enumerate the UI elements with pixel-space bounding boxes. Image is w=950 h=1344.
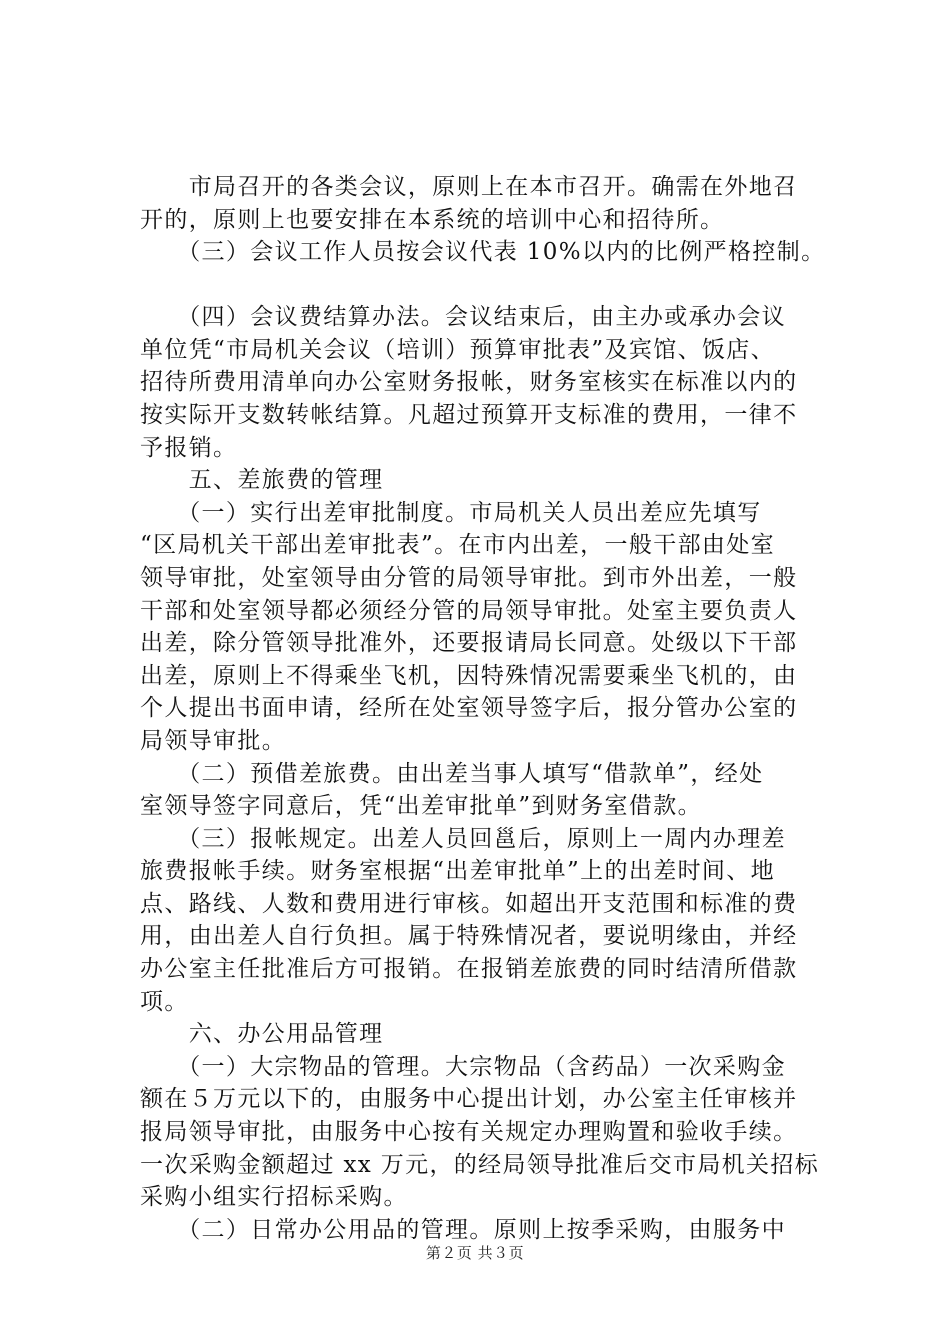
text-line: 办公室主任批准后方可报销。在报销差旅费的同时结清所借款	[140, 956, 798, 983]
text-line: （三）报帐规定。出差人员回邕后，原则上一周内办理差	[140, 825, 786, 852]
page-footer: 第２页 共３页	[425, 1244, 525, 1262]
text-line: 开的，原则上也要安排在本系统的培训中心和招待所。	[140, 206, 725, 233]
text-line: （二）预借差旅费。由出差当事人填写“借款单”，经处	[140, 760, 764, 787]
text-line: 报局领导审批，由服务中心按有关规定办理购置和验收手续。	[140, 1119, 798, 1146]
text-line: 出差，原则上不得乘坐飞机，因特殊情况需要乘坐飞机的，由	[140, 662, 798, 689]
text-line: 项。	[140, 988, 189, 1015]
text-line: 点、路线、人数和费用进行审核。如超出开支范围和标准的费	[140, 890, 798, 917]
text-line: “区局机关干部出差审批表”。在市内出差，一般干部由处室	[140, 532, 775, 559]
text-line: （一）实行出差审批制度。市局机关人员出差应先填写	[140, 499, 762, 526]
text-line: （二）日常办公用品的管理。原则上按季采购，由服务中	[140, 1216, 786, 1243]
text-line: 予报销。	[140, 434, 238, 461]
text-line: 单位凭“市局机关会议（培训）预算审批表”及宾馆、饭店、	[140, 336, 775, 363]
text-line: 旅费报帐手续。财务室根据“出差审批单”上的出差时间、地	[140, 858, 775, 885]
text-line: 额在５万元以下的，由服务中心提出计划，办公室主任审核并	[140, 1086, 798, 1113]
text-line: 干部和处室领导都必须经分管的局领导审批。处室主要负责人	[140, 597, 798, 624]
body-text	[140, 171, 840, 1246]
text-line: 个人提出书面申请，经所在处室领导签字后，报分管办公室的	[140, 695, 798, 722]
text-line: 一次采购金额超过 xx 万元，的经局领导批准后交市局机关招标	[140, 1151, 820, 1178]
text-line: （四）会议费结算办法。会议结束后，由主办或承办会议	[140, 304, 786, 331]
text-line: 室领导签字同意后，凭“出差审批单”到财务室借款。	[140, 793, 702, 820]
section-heading: 五、差旅费的管理	[140, 467, 384, 494]
text-line: （三）会议工作人员按会议代表 10%以内的比例严格控制。	[140, 239, 826, 266]
text-line: 采购小组实行招标采购。	[140, 1184, 408, 1211]
text-line: 出差，除分管领导批准外，还要报请局长同意。处级以下干部	[140, 630, 798, 657]
text-line: 招待所费用清单向办公室财务报帐，财务室核实在标准以内的	[140, 369, 798, 396]
text-line: 领导审批，处室领导由分管的局领导审批。到市外出差，一般	[140, 564, 798, 591]
text-line: （一）大宗物品的管理。大宗物品（含药品）一次采购金	[140, 1053, 786, 1080]
text-line: 局领导审批。	[140, 727, 287, 754]
section-heading: 六、办公用品管理	[140, 1021, 384, 1048]
text-line: 按实际开支数转帐结算。凡超过预算开支标准的费用，一律不	[140, 401, 798, 428]
text-line: 市局召开的各类会议，原则上在本市召开。确需在外地召	[140, 174, 798, 200]
text-line: 用，由出差人自行负担。属于特殊情况者，要说明缘由，并经	[140, 923, 798, 950]
